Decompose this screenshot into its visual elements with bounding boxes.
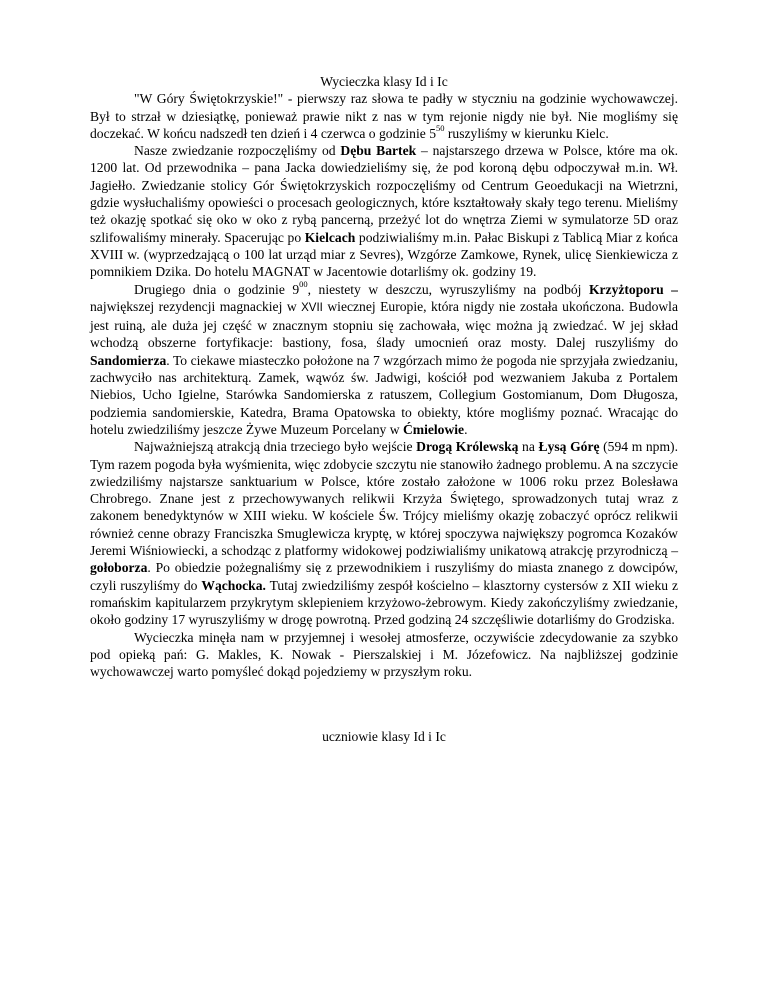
text-segment: wiecznej Europie, która nigdy nie została ukończona. Budowla jest ruiną, ale duża jej część w znacznym stopniu się zachowała, więc można ją zwiedzać. W jej skład wchodzą obszerne fortyfikacje: bastiony, fosa, ślady umocnień oraz mosty. Dalej ruszyliśmy do (90, 298, 678, 351)
superscript-minutes: 00 (299, 279, 308, 290)
bold-lysa-gora: Łysą Górę (538, 439, 600, 455)
paragraph-summary (90, 629, 678, 681)
roman-numeral-century: XVII (301, 301, 323, 314)
bold-droga-krolewska: Drogą Królewską (416, 439, 519, 455)
text-segment: Drugiego dnia o godzinie 9 (134, 281, 300, 297)
text-segment: na (518, 439, 539, 455)
superscript-minutes: 50 (436, 123, 445, 134)
paragraph-day-three (90, 438, 678, 628)
paragraph-intro (90, 90, 678, 142)
text-segment: . To ciekawe miasteczko położone na 7 wzgórzach mimo że pogoda nie sprzyjała zwiedzaniu, zachwyciło nas architekturą. Zamek, wąwóz św. Jadwigi, kościół pod wezwaniem Jakuba z Portalem Niebios, Ucho Igielne, Starówka Sandomierska z ratuszem, Collegium Gostomianum, Dom Długosza, podziemia sandomierskie, Katedra, Brama Opatowska to obiekty, które mogliśmy poznać. Wracając do hotelu zwiedziliśmy jeszcze Żywe Muzeum Porcelany w (90, 352, 678, 437)
text-segment: Tutaj zwiedziliśmy zespół kościelno – klasztorny cystersów z XII wieku z romańskim kapitularzem przykrytym sklepieniem krzyżowo-żebrowym. Kiedy zakończyliśmy zwiedzanie, około godziny 17 wyruszyliśmy w drogę powrotną. Przed godziną 24 szczęśliwie dotarliśmy do Grodziska. (90, 577, 678, 628)
signature: uczniowie klasy Id i Ic (322, 729, 446, 745)
paragraph-intro-text: "W Góry Świętokrzyskie!" - pierwszy raz słowa te padły w styczniu na godzinie wychowawczej. Był to strzał w dziesiątkę, ponieważ prawie nikt z nas w tym rejonie nigdy nie był. Nie mogliśmy się doczekać. W końcu nadszedł ten dzień i 4 czerwca o godzinie 5 (90, 91, 678, 141)
paragraph-day-two (90, 281, 678, 439)
bold-goloborza: gołoborza (90, 560, 148, 576)
document-title: Wycieczka klasy Id i Ic (320, 74, 448, 89)
text-segment: . Po obiedzie pożegnaliśmy się z przewodnikiem i ruszyliśmy do miasta znanego z dowcipów, czyli ruszyliśmy do (90, 560, 678, 593)
bold-kielce: Kielcach (304, 229, 356, 245)
bold-dab-bartek: Dębu Bartek (340, 143, 417, 159)
bold-krzyztopor: Krzyżtoporu – (588, 281, 678, 297)
text-segment: podziwialiśmy m.in. Pałac Biskupi z Tablicą Miar z końca XVIII w. (wyprzedzającą o 100 lat urząd miar z Sevres), Wzgórze Zamkowe, Rynek, ulicę Sienkiewicza z pomnikiem Dzika. Do hotelu MAGNAT w Jacentowie dotarliśmy ok. godziny 19. (90, 229, 678, 280)
text-segment: – najstarszego drzewa w Polsce, które ma ok. 1200 lat. Od przewodnika – pana Jacka dowiedzieliśmy się, że pod koroną dębu odpoczywał m.in. Wł. Jagiełło. Zwiedzanie stolicy Gór Świętokrzyskich rozpoczęliśmy od Centrum Geoedukacji na Wietrzni, gdzie wysłuchaliśmy opowieści o procesach geologicznych, które kształtowały skały tego terenu. Mieliśmy też okazję spotkać się oko w oko z rybą pancerną, przeżyć lot do wnętrza Ziemi w symulatorze 5D oraz szlifowaliśmy minerały. Spacerując po (90, 143, 679, 245)
document-page (90, 73, 678, 746)
text-segment: Wycieczka minęła nam w przyjemnej i wesołej atmosferze, oczywiście zdecydowanie za szybko pod opieką pań: G. Makles, K. Nowak - Pierszalskiej i M. Józefowicz. Na najbliższej godzinie wychowawczej warto pomyśleć dokąd pojedziemy w przyszłym roku. (90, 629, 678, 680)
bold-cmielow: Ćmielowie (402, 421, 465, 437)
text-segment: Nasze zwiedzanie rozpoczęliśmy od (134, 143, 341, 159)
text-segment: , niestety w deszczu, wyruszyliśmy na podbój (307, 281, 589, 297)
paragraph-intro-text-end: ruszyliśmy w kierunku Kielc. (444, 125, 609, 141)
paragraph-day-one (90, 142, 678, 280)
text-segment: największej rezydencji magnackiej w (90, 298, 302, 314)
text-segment: Najważniejszą atrakcją dnia trzeciego było wejście (134, 439, 417, 455)
bold-wachock: Wąchocka. (201, 577, 266, 593)
bold-sandomierz: Sandomierza (90, 352, 167, 368)
text-segment: (594 m npm). Tym razem pogoda była wyśmienita, więc zdobycie szczytu nie stanowiło żadnego problemu. A na szczycie zwiedziliśmy najstarsze sanktuarium w Polsce, które zostało założone w 1006 roku przez Bolesława Chrobrego. Znane jest z przechowywanych relikwii Krzyża Świętego, sprowadzonych tutaj wraz z zakonem benedyktynów w XIII wieku. W kościele Św. Trójcy mieliśmy okazję zobaczyć oprócz relikwii również cenne obrazy Franciszka Smuglewicza kryptę, w której spoczywa największy pogromca Kozaków Jeremi Wiśniowiecki, a schodząc z platformy widokowej podziwialiśmy unikatową atrakcję przyrodniczą – (90, 439, 678, 559)
text-segment: . (464, 421, 468, 437)
